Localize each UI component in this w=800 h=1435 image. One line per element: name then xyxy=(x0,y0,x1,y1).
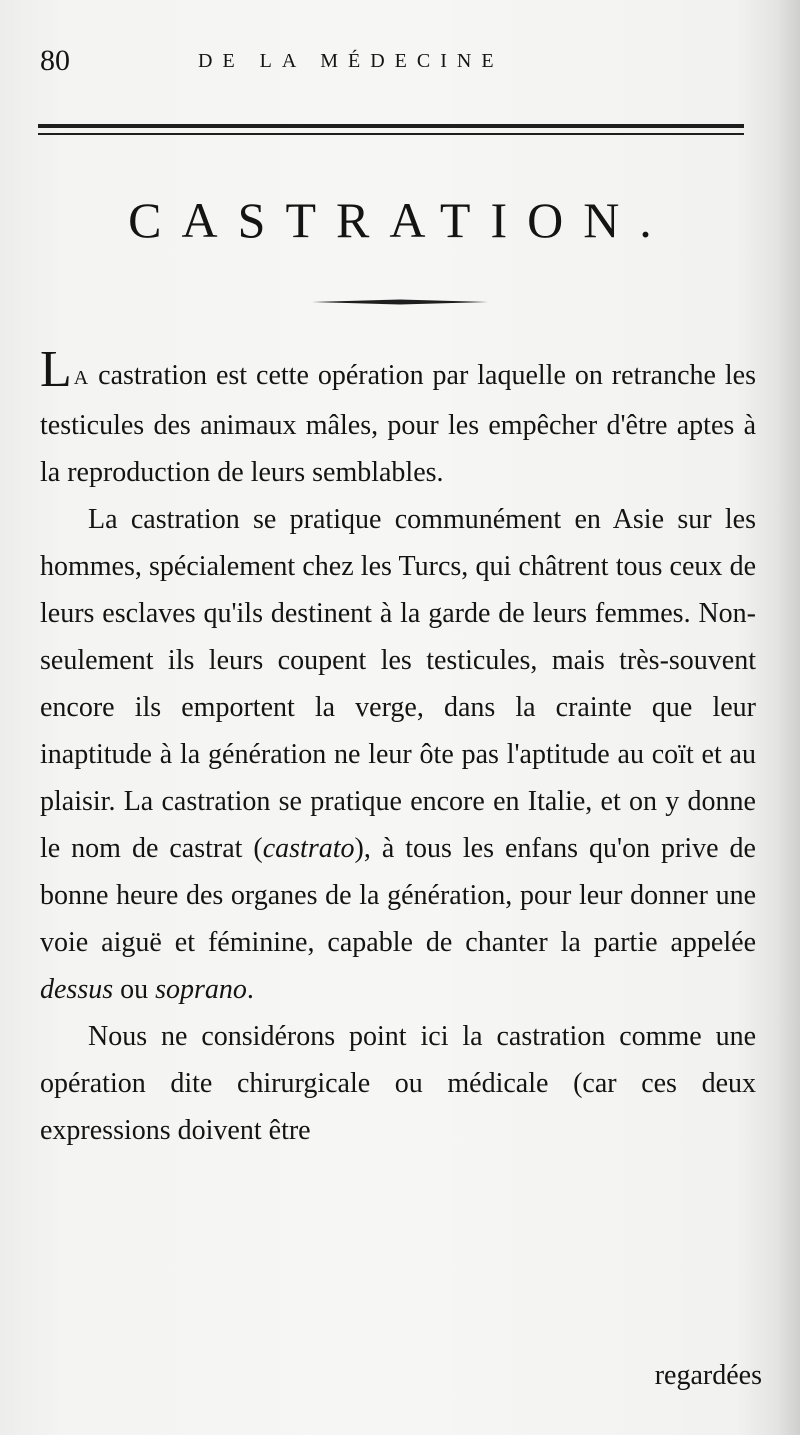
chapter-title: CASTRATION. xyxy=(128,192,672,248)
paragraph-2-text-d: . xyxy=(246,974,254,1005)
running-head xyxy=(40,40,760,80)
paragraph-2-text-c: ou xyxy=(113,974,156,1005)
drop-cap: L xyxy=(40,341,72,398)
rule-thick-line xyxy=(38,124,744,128)
paragraph-3-text: Nous ne considérons point ici la castration comme une opération dite chirurgicale ou médicale (car ces deux expressions doivent être xyxy=(40,1021,756,1146)
paragraph-3 xyxy=(40,1013,756,1154)
body-text xyxy=(40,341,756,1154)
catchword: regardées xyxy=(654,1360,762,1391)
header-double-rule xyxy=(38,124,744,138)
italic-dessus: dessus xyxy=(40,974,114,1005)
page-number: 80 xyxy=(40,44,70,77)
title-ornament-rule xyxy=(312,299,488,305)
running-title: DE LA MÉDECINE xyxy=(198,50,504,72)
rule-thin-line xyxy=(38,133,744,135)
italic-castrato: castrato xyxy=(262,833,355,864)
paragraph-1-text: castration est cette opération par laquelle on retranche les testicules des animaux mâles, pour les empêcher d'être aptes à la reproduction de leurs semblables. xyxy=(40,360,756,488)
paragraph-2-text-a: La castration se pratique communément en Asie sur les hommes, spécialement chez les Turcs, qui châtrent tous ceux de leurs esclaves qu'ils destinent à la garde de leurs femmes. Non-seulement ils leurs coupent les testicules, mais très-souvent encore ils emportent la verge, dans la crainte que leur inaptitude à la génération ne leur ôte pas l'aptitude au coït et au plaisir. La castration se pratique encore en Italie, et on y donne le nom de castrat ( xyxy=(40,504,756,864)
paragraph-2-text-b: ), à tous les enfans qu'on prive de bonne heure des organes de la génération, pour leur donner une voie aiguë et féminine, capable de chanter la partie appelée xyxy=(40,833,756,958)
paragraph-1 xyxy=(40,341,756,496)
small-caps-letter: A xyxy=(73,367,90,389)
italic-soprano: soprano xyxy=(155,974,247,1005)
paragraph-2 xyxy=(40,496,756,1013)
